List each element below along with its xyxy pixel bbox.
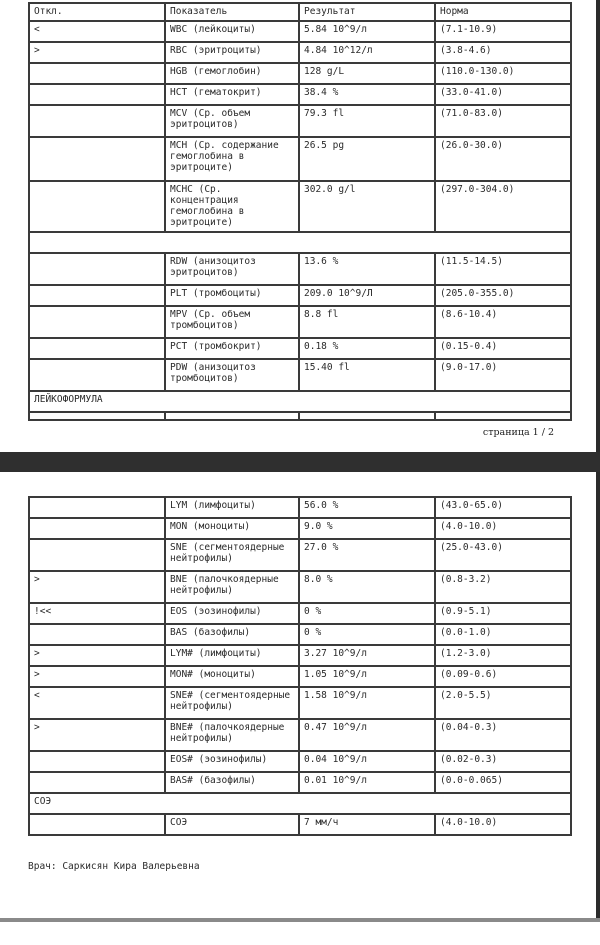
norm-range: (71.0-83.0) <box>435 105 571 137</box>
column-header-norm: Норма <box>435 3 571 21</box>
deviation-flag <box>29 253 165 285</box>
deviation-flag: !<< <box>29 603 165 624</box>
table-row <box>29 687 571 719</box>
norm-range: (9.0-17.0) <box>435 359 571 391</box>
result-value: 56.0 % <box>299 497 435 518</box>
deviation-flag: > <box>29 666 165 687</box>
deviation-flag <box>29 338 165 359</box>
parameter-name: LYM# (лимфоциты) <box>165 645 299 666</box>
result-value: 79.3 fl <box>299 105 435 137</box>
result-value: 8.8 fl <box>299 306 435 338</box>
deviation-flag <box>29 105 165 137</box>
deviation-flag <box>29 137 165 181</box>
parameter-name: RBC (эритроциты) <box>165 42 299 63</box>
report-page-2 <box>0 472 600 918</box>
norm-range: (2.0-5.5) <box>435 687 571 719</box>
parameter-name: MCH (Ср. содержание гемоглобина в эритроците) <box>165 137 299 181</box>
deviation-flag <box>29 814 165 835</box>
table-row <box>29 497 571 518</box>
table-row <box>29 772 571 793</box>
norm-range: (297.0-304.0) <box>435 181 571 232</box>
deviation-flag: > <box>29 719 165 751</box>
table-row <box>29 719 571 751</box>
table-row <box>29 518 571 539</box>
norm-range: (26.0-30.0) <box>435 137 571 181</box>
deviation-flag <box>29 518 165 539</box>
norm-range: (4.0-10.0) <box>435 814 571 835</box>
norm-range: (110.0-130.0) <box>435 63 571 84</box>
parameter-name: PCT (тромбокрит) <box>165 338 299 359</box>
table-row <box>29 105 571 137</box>
result-value: 26.5 pg <box>299 137 435 181</box>
parameter-name: PLT (тромбоциты) <box>165 285 299 306</box>
page-number: страница 1 / 2 <box>482 427 554 438</box>
report-page-1 <box>0 0 600 452</box>
parameter-name: WBC (лейкоциты) <box>165 21 299 42</box>
result-value: 3.27 10^9/л <box>299 645 435 666</box>
parameter-name: LYM (лимфоциты) <box>165 497 299 518</box>
norm-range: (4.0-10.0) <box>435 518 571 539</box>
parameter-name: MPV (Ср. объем тромбоцитов) <box>165 306 299 338</box>
deviation-flag <box>29 181 165 232</box>
parameter-name: HGB (гемоглобин) <box>165 63 299 84</box>
table-row <box>29 539 571 571</box>
column-header-result: Результат <box>299 3 435 21</box>
norm-range: (0.9-5.1) <box>435 603 571 624</box>
deviation-flag <box>29 772 165 793</box>
result-value: 38.4 % <box>299 84 435 105</box>
parameter-name: BAS (базофилы) <box>165 624 299 645</box>
parameter-name: MON# (моноциты) <box>165 666 299 687</box>
norm-range: (33.0-41.0) <box>435 84 571 105</box>
parameter-name: RDW (анизоцитоз эритроцитов) <box>165 253 299 285</box>
table-row <box>29 63 571 84</box>
norm-range: (7.1-10.9) <box>435 21 571 42</box>
parameter-name: MCV (Ср. объем эритроцитов) <box>165 105 299 137</box>
empty-cell <box>29 412 165 420</box>
deviation-flag: < <box>29 21 165 42</box>
table-row <box>29 42 571 63</box>
empty-cell <box>435 412 571 420</box>
table-row <box>29 814 571 835</box>
result-value: 128 g/L <box>299 63 435 84</box>
result-value: 1.58 10^9/л <box>299 687 435 719</box>
result-value: 5.84 10^9/л <box>299 21 435 42</box>
deviation-flag: < <box>29 687 165 719</box>
parameter-name: BNE# (палочкоядерные нейтрофилы) <box>165 719 299 751</box>
deviation-flag <box>29 497 165 518</box>
norm-range: (0.02-0.3) <box>435 751 571 772</box>
result-value: 27.0 % <box>299 539 435 571</box>
norm-range: (11.5-14.5) <box>435 253 571 285</box>
parameter-name: EOS (эозинофилы) <box>165 603 299 624</box>
norm-range: (0.8-3.2) <box>435 571 571 603</box>
column-header-deviation: Откл. <box>29 3 165 21</box>
parameter-name: SNE (сегментоядерные нейтрофилы) <box>165 539 299 571</box>
result-value: 0 % <box>299 624 435 645</box>
table-row <box>29 603 571 624</box>
table-row <box>29 624 571 645</box>
parameter-name: BNE (палочкоядерные нейтрофилы) <box>165 571 299 603</box>
table-row <box>29 571 571 603</box>
section-row-esr <box>29 793 571 814</box>
result-value: 4.84 10^12/л <box>299 42 435 63</box>
result-value: 0.18 % <box>299 338 435 359</box>
result-value: 0.47 10^9/л <box>299 719 435 751</box>
result-value: 8.0 % <box>299 571 435 603</box>
results-table-page-2 <box>28 496 572 836</box>
parameter-name: BAS# (базофилы) <box>165 772 299 793</box>
deviation-flag <box>29 624 165 645</box>
table-row <box>29 359 571 391</box>
norm-range: (0.0-1.0) <box>435 624 571 645</box>
empty-row <box>29 412 571 420</box>
norm-range: (43.0-65.0) <box>435 497 571 518</box>
deviation-flag: > <box>29 42 165 63</box>
result-value: 7 мм/ч <box>299 814 435 835</box>
norm-range: (0.09-0.6) <box>435 666 571 687</box>
deviation-flag: > <box>29 645 165 666</box>
doctor-signature-line: Врач: Саркисян Кира Валерьевна <box>28 861 200 872</box>
table-header-row <box>29 3 571 21</box>
result-value: 0.01 10^9/л <box>299 772 435 793</box>
section-row-leukoformula <box>29 391 571 412</box>
empty-cell <box>299 412 435 420</box>
result-value: 1.05 10^9/л <box>299 666 435 687</box>
deviation-flag <box>29 84 165 105</box>
parameter-name: MCHC (Ср. концентрация гемоглобина в эритроците) <box>165 181 299 232</box>
table-row <box>29 306 571 338</box>
parameter-name: MON (моноциты) <box>165 518 299 539</box>
result-value: 15.40 fl <box>299 359 435 391</box>
deviation-flag <box>29 359 165 391</box>
parameter-name: PDW (анизоцитоз тромбоцитов) <box>165 359 299 391</box>
norm-range: (0.0-0.065) <box>435 772 571 793</box>
table-row <box>29 137 571 181</box>
norm-range: (205.0-355.0) <box>435 285 571 306</box>
table-row <box>29 181 571 232</box>
empty-cell <box>165 412 299 420</box>
parameter-name: СОЭ <box>165 814 299 835</box>
table-row <box>29 84 571 105</box>
norm-range: (8.6-10.4) <box>435 306 571 338</box>
norm-range: (25.0-43.0) <box>435 539 571 571</box>
result-value: 302.0 g/l <box>299 181 435 232</box>
norm-range: (3.8-4.6) <box>435 42 571 63</box>
parameter-name: EOS# (эозинофилы) <box>165 751 299 772</box>
parameter-name: SNE# (сегментоядерные нейтрофилы) <box>165 687 299 719</box>
result-value: 209.0 10^9/Л <box>299 285 435 306</box>
table-row <box>29 285 571 306</box>
result-value: 9.0 % <box>299 518 435 539</box>
deviation-flag <box>29 306 165 338</box>
table-row <box>29 645 571 666</box>
table-row <box>29 338 571 359</box>
table-row <box>29 253 571 285</box>
table-row <box>29 21 571 42</box>
deviation-flag: > <box>29 571 165 603</box>
table-row <box>29 751 571 772</box>
section-title: ЛЕЙКОФОРМУЛА <box>29 391 571 412</box>
deviation-flag <box>29 285 165 306</box>
blank-cell <box>29 232 571 253</box>
deviation-flag <box>29 539 165 571</box>
section-title: СОЭ <box>29 793 571 814</box>
page-separator <box>0 452 600 472</box>
column-header-parameter: Показатель <box>165 3 299 21</box>
table-row <box>29 666 571 687</box>
blank-spacer-row <box>29 232 571 253</box>
results-table-page-1 <box>28 2 572 421</box>
parameter-name: HCT (гематокрит) <box>165 84 299 105</box>
deviation-flag <box>29 63 165 84</box>
deviation-flag <box>29 751 165 772</box>
result-value: 0 % <box>299 603 435 624</box>
norm-range: (0.04-0.3) <box>435 719 571 751</box>
result-value: 13.6 % <box>299 253 435 285</box>
norm-range: (1.2-3.0) <box>435 645 571 666</box>
page-bottom-edge <box>0 918 600 922</box>
result-value: 0.04 10^9/л <box>299 751 435 772</box>
norm-range: (0.15-0.4) <box>435 338 571 359</box>
